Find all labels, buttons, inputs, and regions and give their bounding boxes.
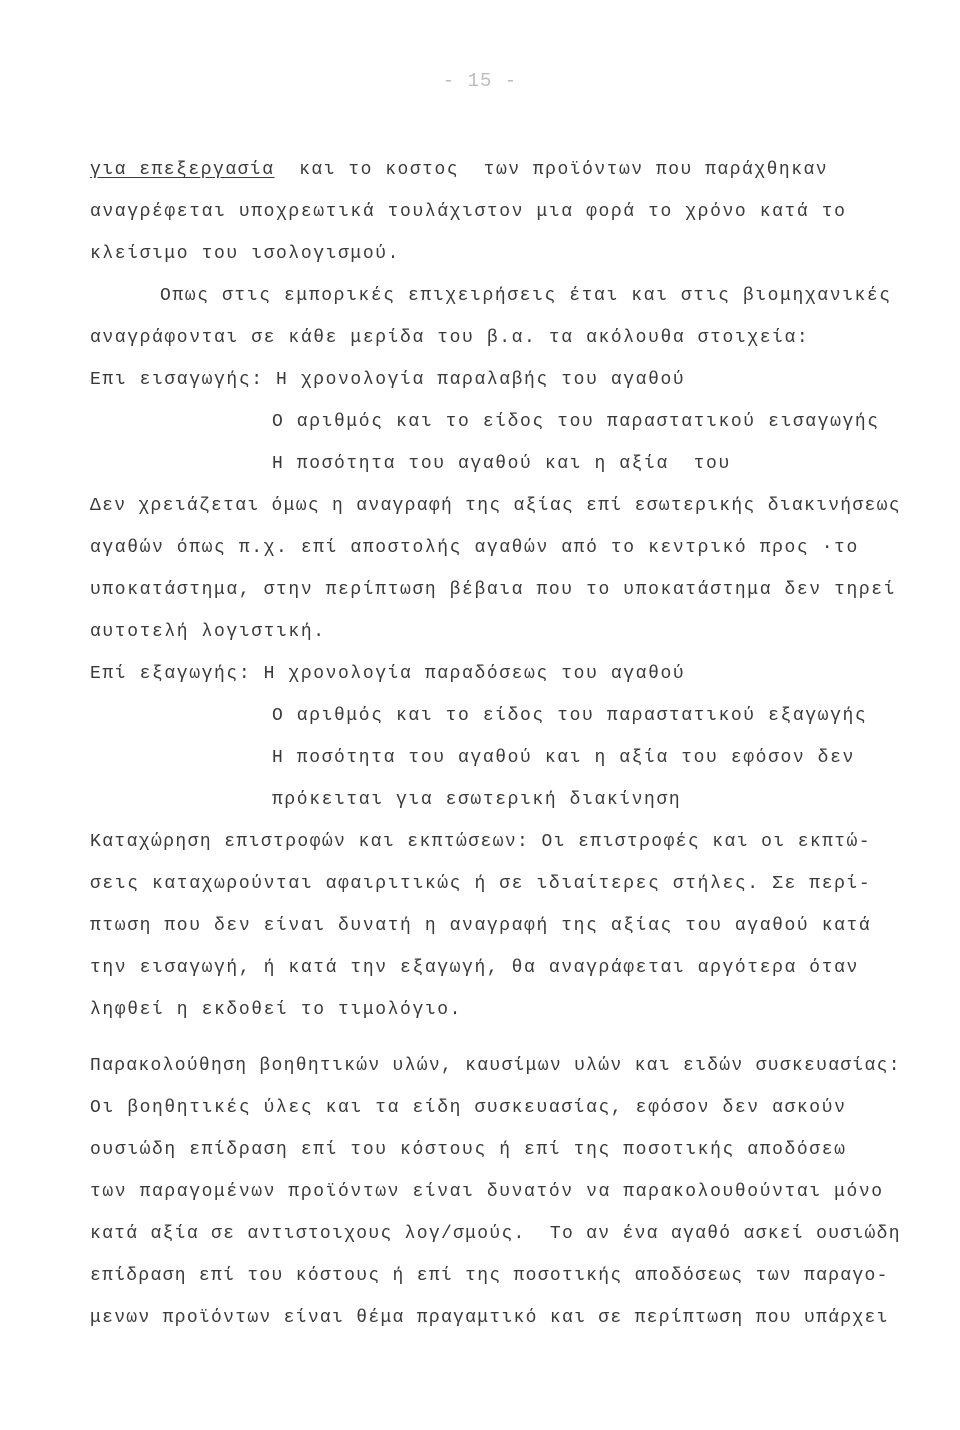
text-line: Ο αριθμός και το είδος του παραστατικού εισαγωγής: [272, 412, 880, 432]
text-line: Επί εξαγωγής: Η χρονολογία παραδόσεως του αγαθού: [90, 664, 686, 684]
page-number: - 15 -: [442, 70, 518, 92]
text-line: Η ποσότητα του αγαθού και η αξία του: [272, 454, 731, 474]
text-line: Οι βοηθητικές ύλες και τα είδη συσκευασίας, εφόσον δεν ασκούν: [90, 1098, 847, 1118]
text-line: ληφθεί η εκδοθεί το τιμολόγιο.: [90, 1000, 463, 1020]
text-line: Οπως στις εμπορικές επιχειρήσεις έται και στις βιομηχανικές: [160, 286, 892, 306]
text-line: ουσιώδη επίδραση επί του κόστους ή επί της ποσοτικής αποδόσεω: [90, 1140, 847, 1160]
text-line: την εισαγωγή, ή κατά την εξαγωγή, θα αναγράφεται αργότερα όταν: [90, 958, 859, 978]
text-line: των παραγομένων προϊόντων είναι δυνατόν να παρακολουθούνται μόνο: [90, 1182, 884, 1202]
text-line: υποκατάστημα, στην περίπτωση βέβαια που το υποκατάστημα δεν τηρεί: [90, 580, 897, 600]
text-line: πρόκειται για εσωτερική διακίνηση: [272, 790, 682, 810]
text-line: Ο αριθμός και το είδος του παραστατικού εξαγωγής: [272, 706, 868, 726]
text-line: αυτοτελή λογιστική.: [90, 622, 326, 642]
text-line: κατά αξία σε αντιστοιχους λογ/σμούς. Το αν ένα αγαθό ασκεί ουσιώδη: [90, 1224, 901, 1244]
text-line: [90, 159, 828, 181]
text-line: Παρακολούθηση βοηθητικών υλών, καυσίμων υλών και ειδών συσκευασίας:: [90, 1056, 901, 1076]
text-line: μενων προϊόντων είναι θέμα πραγαμτικό και σε περίπτωση που υπάρχει: [90, 1308, 889, 1328]
text-line: κλείσιμο του ισολογισμού.: [90, 244, 401, 264]
text-line: αναγράφονται σε κάθε μερίδα του β.α. τα ακόλουθα στοιχεία:: [90, 328, 810, 348]
text-line: πτωση που δεν είναι δυνατή η αναγραφή της αξίας του αγαθού κατά: [90, 916, 872, 936]
text-line: Δεν χρειάζεται όμως η αναγραφή της αξίας επί εσωτερικής διακινήσεως: [90, 496, 901, 516]
text-line: Η ποσότητα του αγαθού και η αξία του εφόσον δεν: [272, 748, 855, 768]
underlined-heading: για επεξεργασία: [90, 160, 275, 180]
text-line-rest: και το κοστος των προϊόντων που παράχθηκαν: [274, 160, 829, 180]
text-line: επίδραση επί του κόστους ή επί της ποσοτικής αποδόσεως των παραγο-: [90, 1266, 889, 1286]
text-line: αγαθών όπως π.χ. επί αποστολής αγαθών από το κεντρικό προς ·το: [90, 538, 859, 558]
text-line: αναγρέφεται υποχρεωτικά τουλάχιστον μια φορά το χρόνο κατά το: [90, 202, 847, 222]
text-line: Καταχώρηση επιστροφών και εκπτώσεων: Οι επιστροφές και οι εκπτώ-: [90, 832, 871, 852]
text-line: σεις καταχωρούνται αφαιριτικώς ή σε ιδιαίτερες στήλες. Σε περί-: [90, 874, 872, 894]
text-line: Επι εισαγωγής: Η χρονολογία παραλαβής του αγαθού: [90, 370, 686, 390]
